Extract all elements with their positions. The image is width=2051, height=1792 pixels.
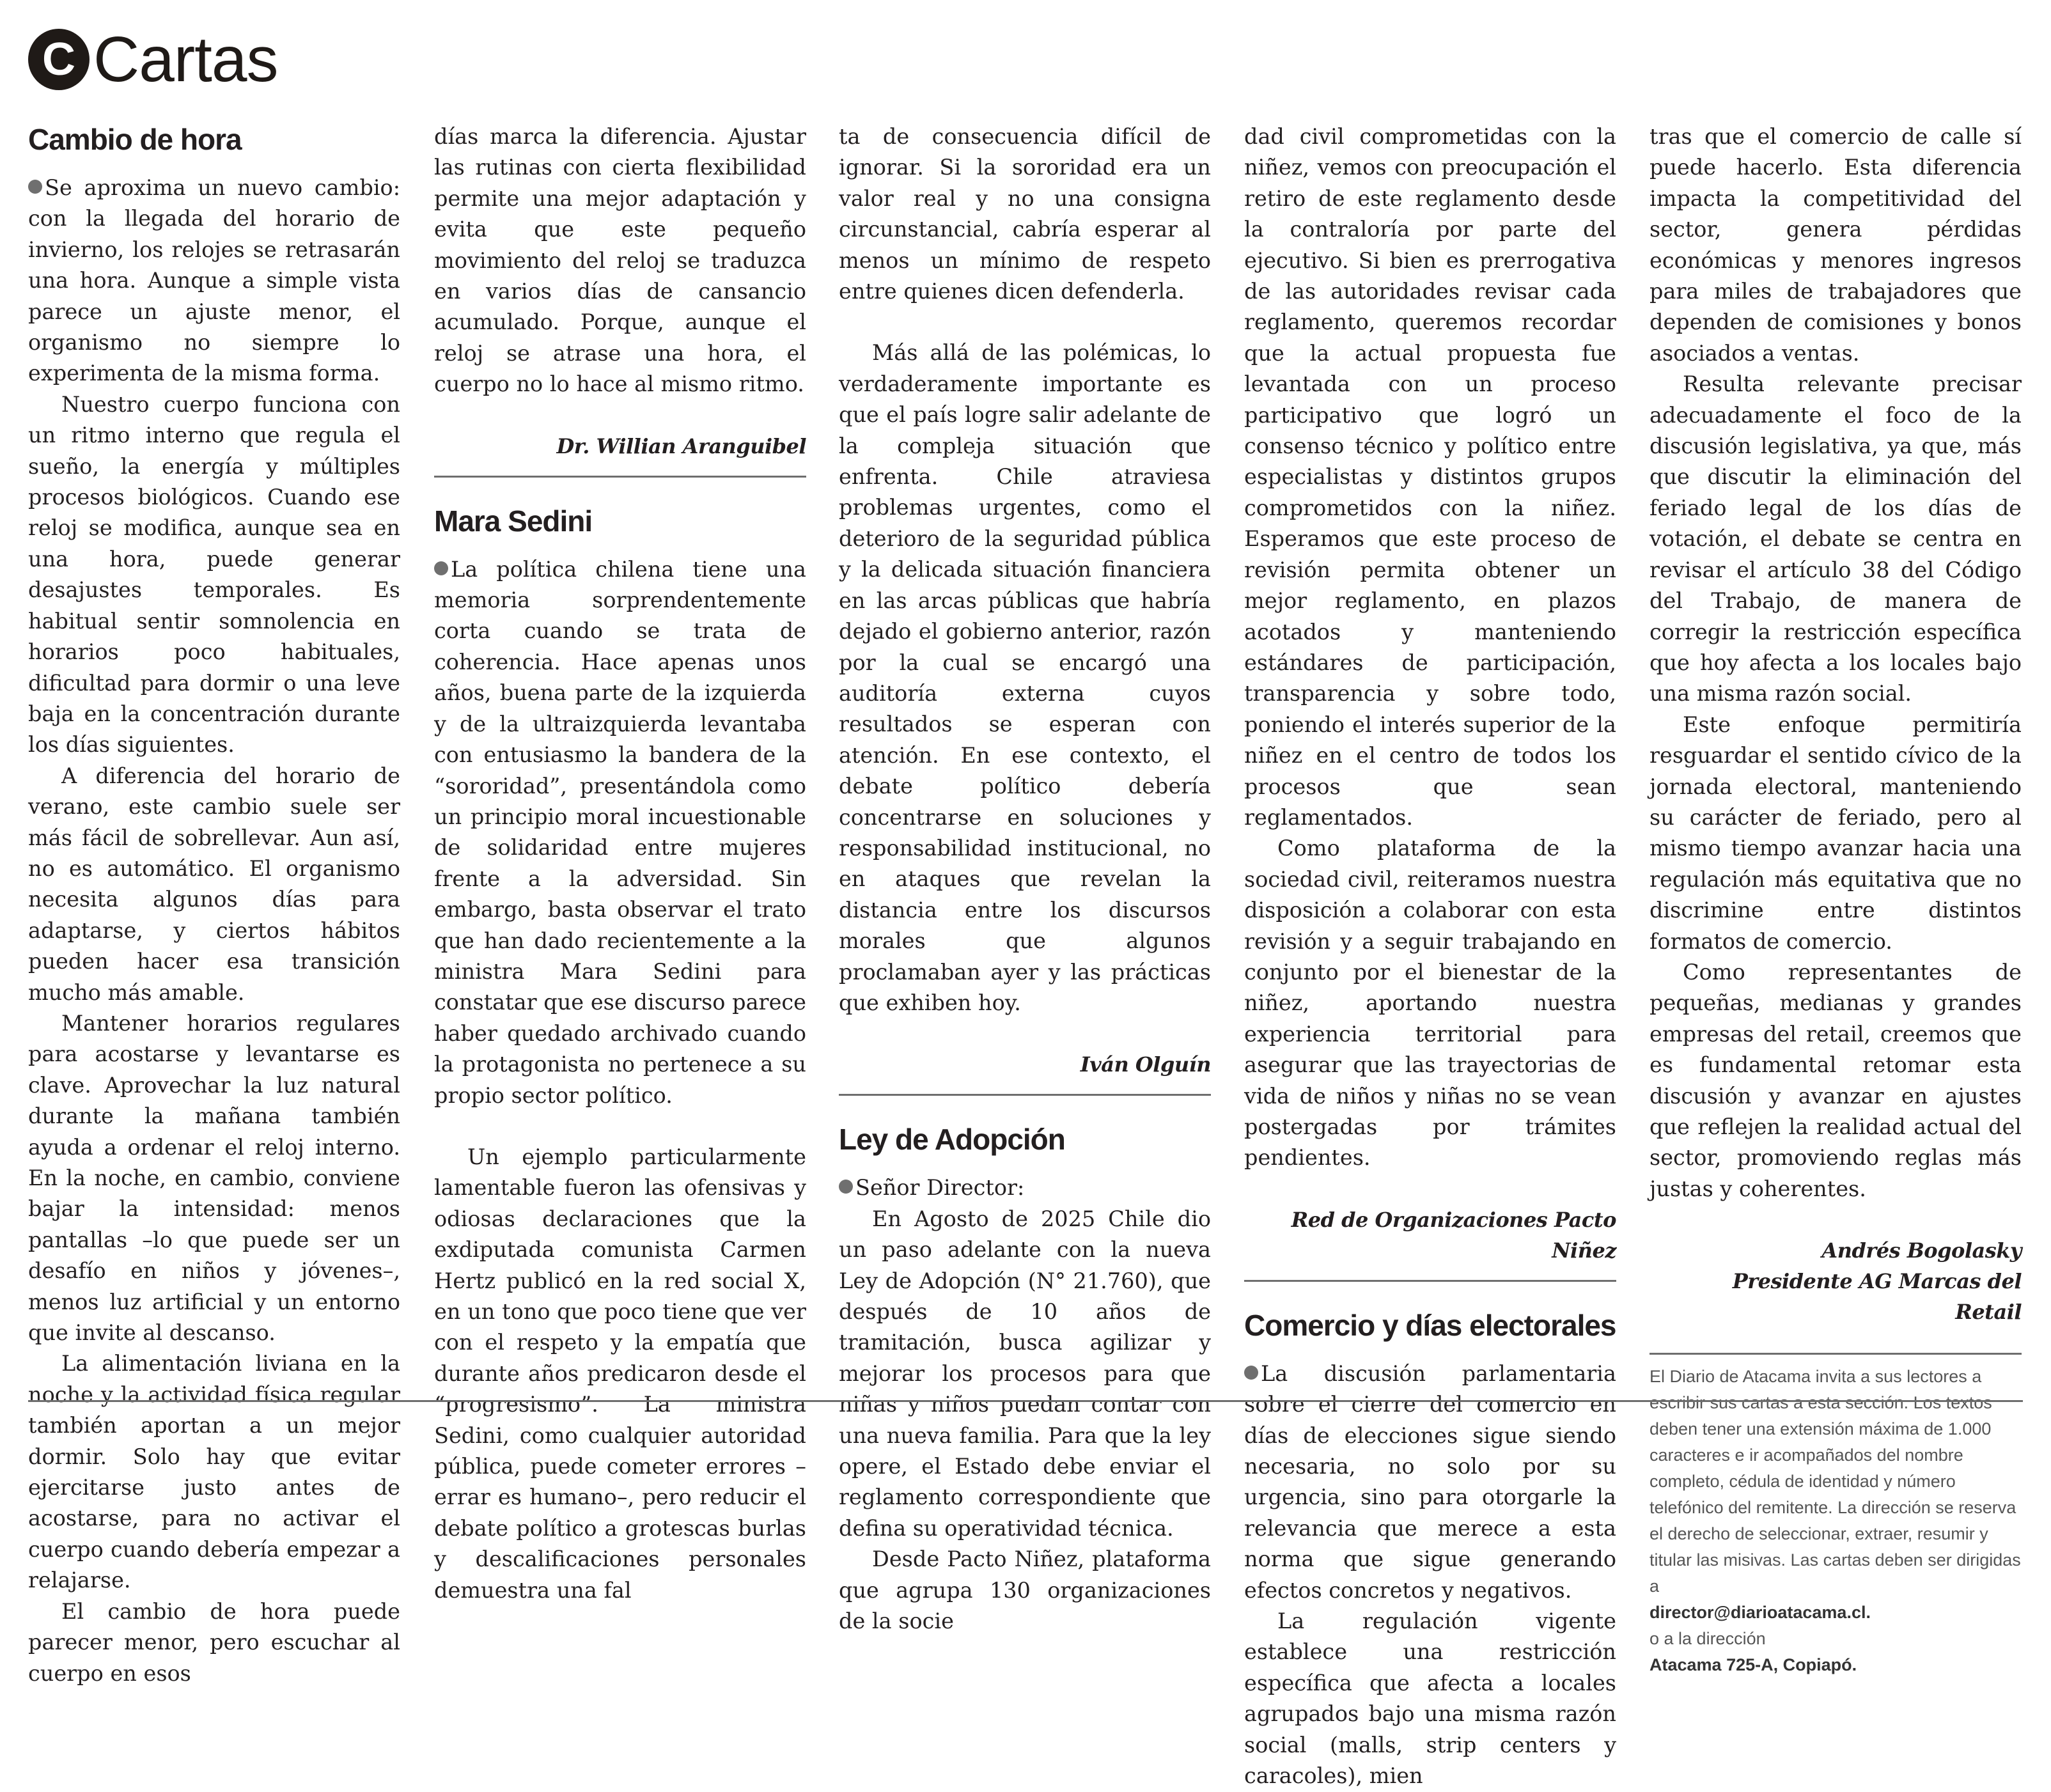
letter-paragraph-continued: días marca la diferencia. Ajustar las rutinas con cierta flexibilidad permite una mejor adaptación y evita que este pequeño movimiento del reloj se traduzca en varios días de cansancio acumulado. Porque, aunque el reloj se atrase una hora, el cuerpo no lo hace al mismo ritmo. [434,124,806,397]
letter-divider [434,476,806,478]
letter-paragraph: La alimentación liviana en la noche y la actividad física regular también aportan a un mejor dormir. Solo hay que evitar ejercitarse justo antes de acostarse, para no activar el cuerpo cuando debería empezar a relajarse. [28,1351,400,1593]
letter-paragraph: Mantener horarios regulares para acostarse y levantarse es clave. Aprovechar la luz natural durante la mañana también ayuda a ordenar el reloj interno. En la noche, en cambio, conviene bajar la intensidad: menos pantallas –lo que puede ser un desafío en niños y jóvenes–, menos luz artificial y un entorno que invite al descanso. [28,1010,400,1346]
bullet-icon [839,1180,853,1194]
letter-divider [1244,1280,1616,1282]
section-masthead [28,18,278,101]
column-2 [434,121,806,1603]
letter-signature: Red de Organizaciones Pacto Niñez [1291,1207,1616,1263]
column-3 [839,121,1211,1634]
letter-paragraph: En Agosto de 2025 Chile dio un paso adelante con la nueva Ley de Adopción (N° 21.760), que después de 10 años de tramitación, busca agilizar y mejorar los procesos para que niñas y niños puedan contar con una nueva familia. Para que la ley opere, el Estado debe enviar el reglamento correspondiente que defina su operatividad técnica. [839,1206,1211,1541]
letter-paragraph-continued: dad civil comprometidas con la niñez, vemos con preocupación el retiro de este reglamento desde la contraloría por parte del ejecutivo. Si bien es prerrogativa de las autoridades revisar cada reglamento, queremos recordar que la actual propuesta fue levantada con un proceso participativo que logró un consenso técnico y político entre especialistas y distintos grupos comprometidos con la niñez. Esperamos que este proceso de revisión permita obtener un mejor reglamento, en plazos acotados y manteniendo estándares de participación, transparencia y sobre todo, poniendo el interés superior de la niñez en el centro de todos los procesos que sean reglamentados. [1244,124,1616,830]
section-logo: C [28,29,90,90]
notice-email[interactable]: director@diarioatacama.cl. [1649,1603,1871,1623]
letter-paragraph: Este enfoque permitiría resguardar el sentido cívico de la jornada electoral, manteniendo su carácter de feriado, pero al mismo tiempo avanzar hacia una regulación más equitativa que no discrimine entre distintos formatos de comercio. [1649,712,2022,954]
column-4 [1244,121,1616,1789]
bullet-icon [1244,1366,1258,1380]
bullet-icon [28,180,42,194]
letter-paragraph: Más allá de las polémicas, lo verdaderamente importante es que el país logre salir adelante de la compleja situación que enfrenta. Chile atraviesa problemas urgentes, como el deterioro de la seguridad pública y la delicada situación financiera en las arcas públicas que habría dejado el gobierno anterior, razón por la cual se encargó una auditoría externa cuyos resultados se esperan con atención. En ese contexto, el debate político debería concentrarse en soluciones y responsabilidad institucional, no en ataques que revelan la distancia entre los discursos morales que algunos proclamaban ayer y las prácticas que exhiben hoy. [839,340,1211,1015]
letter-signature-name: Andrés Bogolasky [1821,1238,2022,1263]
letter-paragraph: Se aproxima un nuevo cambio: con la llegada del horario de invierno, los relojes se retrasarán una hora. Aunque a simple vista parece un ajuste menor, el organismo no siempre lo experimenta de la misma forma. [28,175,400,386]
letter-heading-comercio: Comercio y días electorales [1244,1308,1616,1342]
letter-signature-title: Presidente AG Marcas del Retail [1732,1269,2022,1325]
letter-paragraph: La regulación vigente establece una restricción específica que afecta a locales agrupados bajo una misma razón social (malls, strip centers y caracoles), mien [1244,1609,1616,1789]
letter-paragraph: El cambio de hora puede parecer menor, pero escuchar al cuerpo en esos [28,1598,400,1686]
letter-heading-cambio-de-hora: Cambio de hora [28,123,242,156]
letter-paragraph: Un ejemplo particularmente lamentable fueron las ofensivas y odiosas declaraciones que la exdiputada comunista Carmen Hertz publicó en la red social X, en un tono que poco tiene que ver con el respeto y la empatía que durante años predicaron desde el “progresismo”. La ministra Sedini, como cualquier autoridad pública, puede cometer errores –errar es humano–, pero reducir el debate político a grotescas burlas y descalificaciones personales demuestra una fal [434,1144,806,1603]
column-1 [28,121,400,1686]
letter-paragraph: Como representantes de pequeñas, medianas y grandes empresas del retail, creemos que es fundamental retomar esta discusión y avanzar en ajustes que reflejen la realidad actual del sector, promoviendo reglas más justas y coherentes. [1649,959,2022,1201]
letter-salutation: Señor Director: [839,1173,1211,1203]
letter-heading-ley-de-adopcion: Ley de Adopción [839,1123,1065,1157]
notice-address: Atacama 725-A, Copiapó. [1649,1655,1857,1675]
letter-heading-mara-sedini: Mara Sedini [434,504,593,538]
section-title: Cartas [93,24,278,95]
letter-signature: Dr. Willian Aranguibel [556,433,806,458]
notice-or-text: o a la dirección [1649,1629,1766,1649]
letter-paragraph: Resulta relevante precisar adecuadamente el foco de la discusión legislativa, ya que, más que discutir la eliminación del feriado legal de los días de votación, el debate se centra en revisar el artículo 38 del Código del Trabajo, de manera de corregir la restricción específica que hoy afecta a los locales bajo una misma razón social. [1649,371,2022,706]
letter-paragraph: Desde Pacto Niñez, plataforma que agrupa 130 organizaciones de la socie [839,1547,1211,1634]
letter-divider [839,1094,1211,1096]
letter-paragraph-continued: ta de consecuencia difícil de ignorar. Si la sororidad era un valor real y no una consigna circunstancial, cabría esperar al menos un mínimo de respeto entre quienes dicen defenderla. [839,124,1211,304]
letter-paragraph-continued: tras que el comercio de calle sí puede hacerlo. Esta diferencia impacta la competitividad del sector, genera pérdidas económicas y menores ingresos para miles de trabajadores que dependen de comisiones y bonos asociados a ventas. [1649,124,2022,366]
bullet-icon [434,561,448,575]
letter-paragraph: A diferencia del horario de verano, este cambio suele ser más fácil de sobrellevar. Aun así, no es automático. El organismo necesita algunos días para adaptarse, y ciertos hábitos pueden hacer esa transición mucho más amable. [28,763,400,1005]
column-5 [1649,121,2022,1675]
letter-paragraph: Nuestro cuerpo funciona con un ritmo interno que regula el sueño, la energía y múltiples procesos biológicos. Cuando ese reloj se modifica, aunque sea en una hora, puede generar desajustes temporales. Es habitual sentir somnolencia en horarios poco habituales, dificultad para dormir o una leve baja en la concentración durante los días siguientes. [28,391,400,758]
letter-paragraph: La política chilena tiene una memoria sorprendentemente corta cuando se trata de coherencia. Hace apenas unos años, buena parte de la izquierda y de la ultraizquierda levantaba con entusiasmo la bandera de la “sororidad”, presentándola como un principio moral incuestionable de solidaridad entre mujeres frente a la adversidad. Sin embargo, basta observar el trato que han dado recientemente a la ministra Mara Sedini para constatar que ese discurso parece haber quedado archivado cuando la protagonista no pertenece a su propio sector político. [434,556,806,1108]
notice-text: El Diario de Atacama invita a sus lectores a escribir sus cartas a esta sección. Los textos deben tener una extensión máxima de 1.000 caracteres e ir acompañados del nombre completo, cédula de identidad y número telefónico del remitente. La dirección se reserva el derecho de seleccionar, extraer, resumir y titular las misivas. Las cartas deben ser dirigidas a [1649,1367,2021,1596]
letter-signature: Iván Olguín [1080,1052,1211,1077]
letter-paragraph: Como plataforma de la sociedad civil, reiteramos nuestra disposición a colaborar con esta revisión y a seguir trabajando en conjunto por el bienestar de la niñez, aportando nuestra experiencia territorial para asegurar que las trayectorias de vida de niños y niñas no se vean postergadas por trámites pendientes. [1244,836,1616,1171]
letter-paragraph: La discusión parlamentaria sobre el cierre del comercio en días de elecciones sigue siendo necesaria, no solo por su urgencia, sino para otorgarle la relevancia que merece a esta norma que sigue generando efectos concretos y negativos. [1244,1360,1616,1603]
page-bottom-rule [28,1400,2023,1402]
